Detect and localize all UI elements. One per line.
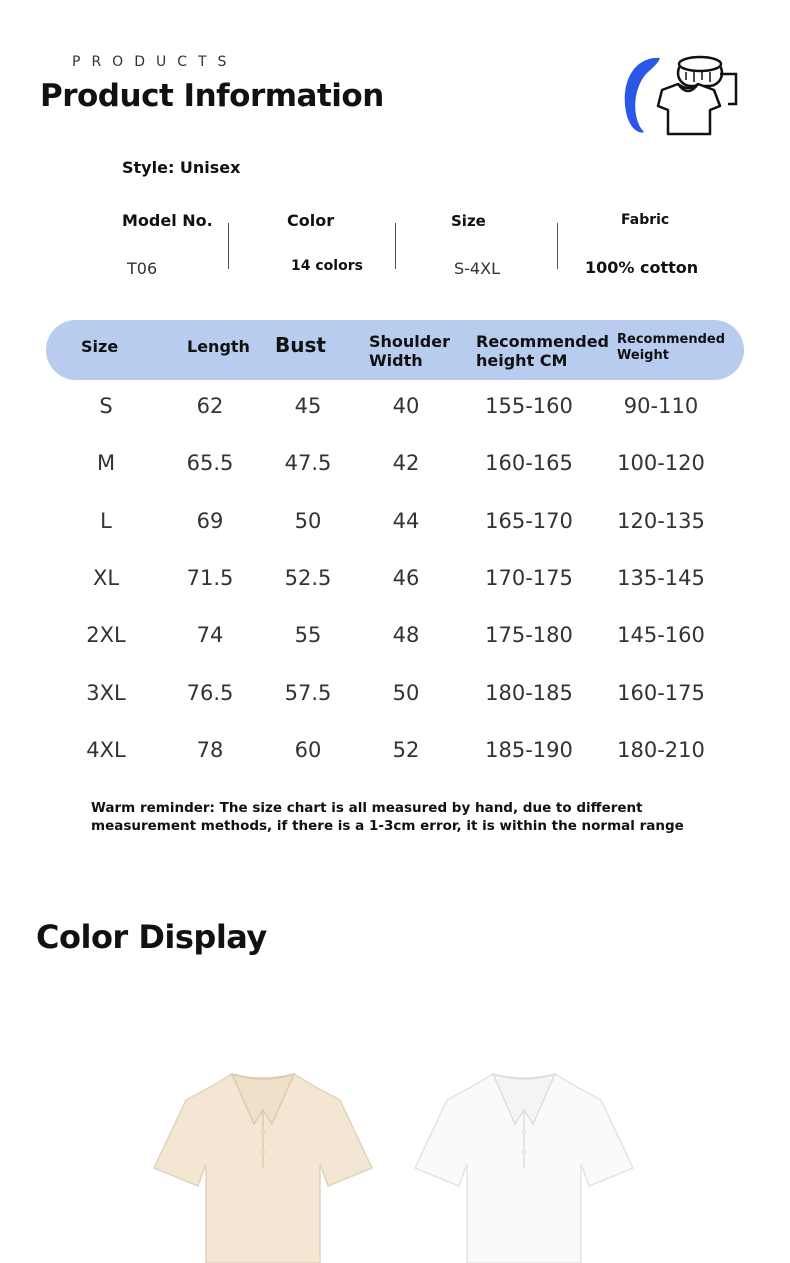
cell-length: 65.5 <box>186 451 234 475</box>
cell-shoulder: 40 <box>392 394 420 418</box>
page-title: Product Information <box>40 78 384 114</box>
col-header-length: Length <box>187 337 250 356</box>
cell-shoulder: 46 <box>392 566 420 590</box>
cream-polo-shirt <box>150 1068 375 1263</box>
divider <box>395 223 396 269</box>
cell-shoulder: 52 <box>392 738 420 762</box>
style-line: Style: Unisex <box>122 158 241 177</box>
cell-height: 160-165 <box>485 451 573 475</box>
divider <box>228 223 229 269</box>
cell-height: 180-185 <box>485 681 573 705</box>
cell-height: 170-175 <box>485 566 573 590</box>
model-label: Model No. <box>122 211 213 230</box>
divider <box>557 223 558 269</box>
color-value: 14 colors <box>291 258 363 274</box>
cell-size: 4XL <box>86 738 126 762</box>
cell-bust: 55 <box>294 623 322 647</box>
cell-weight: 180-210 <box>617 738 705 762</box>
cell-length: 74 <box>196 623 224 647</box>
tape-measure-shirt-icon <box>616 50 741 140</box>
cell-size: XL <box>92 566 120 590</box>
color-label: Color <box>287 211 335 230</box>
col-header-shoulder-width: Shoulder Width <box>369 332 450 370</box>
cell-height: 165-170 <box>485 509 573 533</box>
col-header-recommended-height: Recommended height CM <box>476 332 609 370</box>
cell-height: 185-190 <box>485 738 573 762</box>
cell-weight: 160-175 <box>617 681 705 705</box>
cell-length: 62 <box>196 394 224 418</box>
size-value: S-4XL <box>454 259 500 278</box>
cell-size: 2XL <box>86 623 126 647</box>
model-value: T06 <box>127 259 158 278</box>
cell-size: S <box>99 394 113 418</box>
cell-height: 155-160 <box>485 394 573 418</box>
cell-bust: 45 <box>294 394 322 418</box>
measurement-note: Warm reminder: The size chart is all measured by hand, due to different measurement methods, if there is a 1-3cm error, it is within the normal range <box>91 800 684 834</box>
cell-weight: 90-110 <box>623 394 699 418</box>
cell-length: 71.5 <box>186 566 234 590</box>
fabric-value: 100% cotton <box>585 258 699 277</box>
cell-size: 3XL <box>86 681 126 705</box>
cell-length: 78 <box>196 738 224 762</box>
cell-shoulder: 48 <box>392 623 420 647</box>
products-kicker: PRODUCTS <box>72 54 238 70</box>
col-header-recommended-weight: Recommended Weight <box>617 332 726 363</box>
cell-bust: 47.5 <box>284 451 332 475</box>
cell-bust: 57.5 <box>284 681 332 705</box>
cell-bust: 50 <box>294 509 322 533</box>
cell-length: 76.5 <box>186 681 234 705</box>
cell-weight: 100-120 <box>617 451 705 475</box>
color-display-title: Color Display <box>36 918 267 956</box>
size-label: Size <box>451 212 486 230</box>
cell-weight: 145-160 <box>617 623 705 647</box>
cell-bust: 60 <box>294 738 322 762</box>
cell-weight: 120-135 <box>617 509 705 533</box>
white-polo-shirt <box>411 1068 636 1263</box>
cell-length: 69 <box>196 509 224 533</box>
cell-size: M <box>96 451 116 475</box>
col-header-bust: Bust <box>275 333 326 357</box>
fabric-label: Fabric <box>621 212 670 228</box>
cell-shoulder: 42 <box>392 451 420 475</box>
cell-bust: 52.5 <box>284 566 332 590</box>
cell-size: L <box>100 509 112 533</box>
cell-shoulder: 50 <box>392 681 420 705</box>
col-header-size: Size <box>81 337 119 356</box>
cell-shoulder: 44 <box>392 509 420 533</box>
cell-weight: 135-145 <box>617 566 705 590</box>
cell-height: 175-180 <box>485 623 573 647</box>
